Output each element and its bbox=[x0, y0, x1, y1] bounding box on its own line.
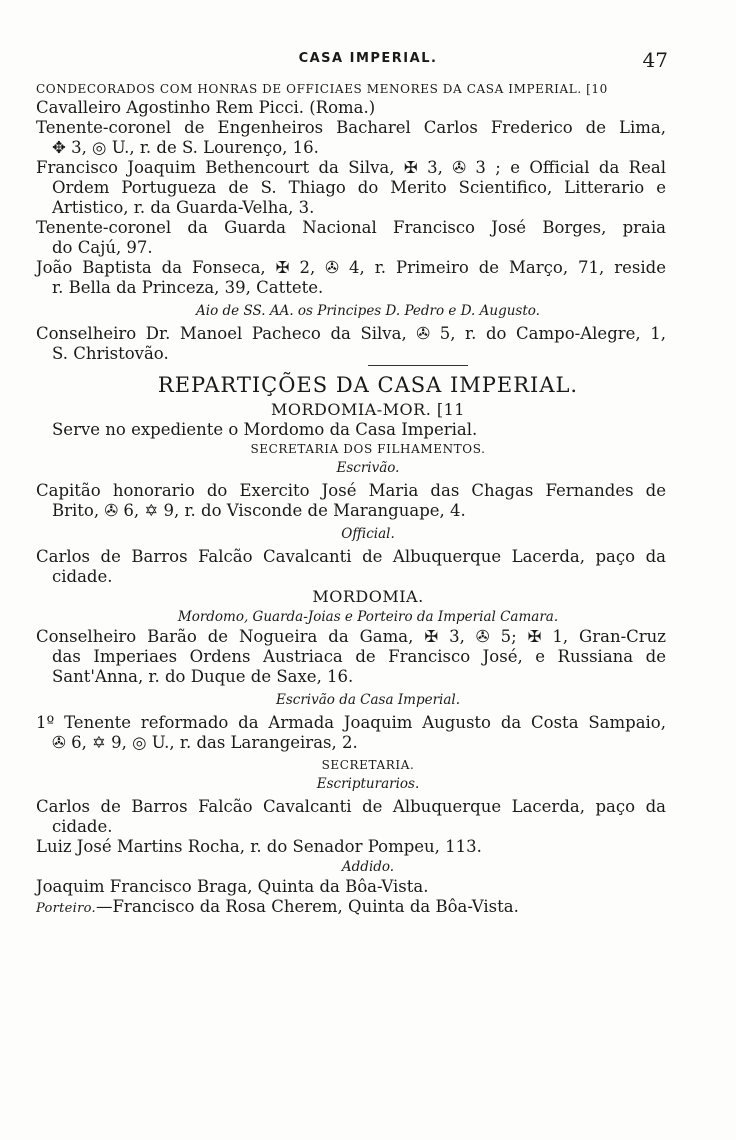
text-line: CONDECORADOS COM HONRAS DE OFFICIAES MENORES DA CASA IMPERIAL. [10 bbox=[36, 82, 608, 96]
entries-block-1 bbox=[0, 80, 736, 364]
entries-block-2 bbox=[0, 420, 736, 897]
text-line: 1º Tenente reformado da Armada Joaquim Augusto da Costa Sampaio, bbox=[36, 713, 666, 732]
section-subtitle: MORDOMIA-MOR. [11 bbox=[271, 400, 465, 419]
text-line: Serve no expediente o Mordomo da Casa Imperial. bbox=[52, 420, 478, 439]
page-number: 47 bbox=[642, 48, 668, 72]
page-header bbox=[0, 48, 736, 72]
text-line: Sant'Anna, r. do Duque de Saxe, 16. bbox=[52, 667, 354, 686]
text-line: João Baptista da Fonseca, ✠ 2, ✇ 4, r. Primeiro de Março, 71, reside bbox=[36, 258, 666, 277]
text-line: MORDOMIA. bbox=[312, 587, 424, 606]
text-line: Joaquim Francisco Braga, Quinta da Bôa-Vista. bbox=[36, 877, 429, 896]
text-line: Conselheiro Barão de Nogueira da Gama, ✠ 3, ✇ 5; ✠ 1, Gran-Cruz bbox=[36, 627, 666, 646]
text-line: das Imperiaes Ordens Austriaca de Francisco José, e Russiana de bbox=[52, 647, 666, 666]
text-line: do Cajú, 97. bbox=[52, 238, 153, 257]
text-line: ✥ 3, ◎ U., r. de S. Lourenço, 16. bbox=[52, 138, 319, 157]
section-divider bbox=[368, 365, 468, 366]
text-line: Capitão honorario do Exercito José Maria das Chagas Fernandes de bbox=[36, 481, 666, 500]
text-line: Addido. bbox=[341, 859, 395, 875]
last-entry-text: —Francisco da Rosa Cherem, Quinta da Bôa-Vista. bbox=[95, 897, 519, 916]
page-content bbox=[0, 80, 736, 917]
text-line: SECRETARIA DOS FILHAMENTOS. bbox=[250, 442, 486, 456]
text-line: Francisco Joaquim Bethencourt da Silva, ✠ 3, ✇ 3 ; e Official da Real bbox=[36, 158, 666, 177]
text-line: Luiz José Martins Rocha, r. do Senador Pompeu, 113. bbox=[36, 837, 482, 856]
text-line: Tenente-coronel da Guarda Nacional Francisco José Borges, praia bbox=[36, 218, 666, 237]
text-line: cidade. bbox=[52, 817, 113, 836]
text-line: Mordomo, Guarda-Joias e Porteiro da Imperial Camara. bbox=[177, 609, 559, 625]
text-line: Escrivão da Casa Imperial. bbox=[275, 692, 461, 708]
text-line: Carlos de Barros Falcão Cavalcanti de Albuquerque Lacerda, paço da bbox=[36, 797, 666, 816]
text-line: Cavalleiro Agostinho Rem Picci. (Roma.) bbox=[36, 98, 376, 117]
last-entry bbox=[0, 897, 736, 917]
text-line: S. Christovão. bbox=[52, 344, 169, 363]
text-line: ✇ 6, ✡ 9, ◎ U., r. das Larangeiras, 2. bbox=[52, 733, 358, 752]
last-entry-head: Porteiro. bbox=[36, 901, 96, 916]
text-line: Tenente-coronel de Engenheiros Bacharel Carlos Frederico de Lima, bbox=[36, 118, 666, 137]
text-line: Official. bbox=[341, 526, 395, 542]
text-line: Escrivão. bbox=[336, 460, 400, 476]
text-line: r. Bella da Princeza, 39, Cattete. bbox=[52, 278, 324, 297]
text-line: Escripturarios. bbox=[316, 776, 420, 792]
text-line: Artistico, r. da Guarda-Velha, 3. bbox=[52, 198, 315, 217]
text-line: Conselheiro Dr. Manoel Pacheco da Silva, ✇ 5, r. do Campo-Alegre, 1, bbox=[36, 324, 666, 343]
text-line: Ordem Portugueza de S. Thiago do Merito Scientifico, Litterario e bbox=[52, 178, 666, 197]
text-line: Carlos de Barros Falcão Cavalcanti de Albuquerque Lacerda, paço da bbox=[36, 547, 666, 566]
section-title: REPARTIÇÕES DA CASA IMPERIAL. bbox=[157, 373, 579, 397]
text-line: Aio de SS. AA. os Principes D. Pedro e D. Augusto. bbox=[196, 303, 540, 319]
text-line: cidade. bbox=[52, 567, 113, 586]
text-line: Brito, ✇ 6, ✡ 9, r. do Visconde de Maranguape, 4. bbox=[52, 501, 466, 520]
text-line: SECRETARIA. bbox=[321, 758, 415, 772]
running-title: CASA IMPERIAL. bbox=[298, 51, 438, 66]
